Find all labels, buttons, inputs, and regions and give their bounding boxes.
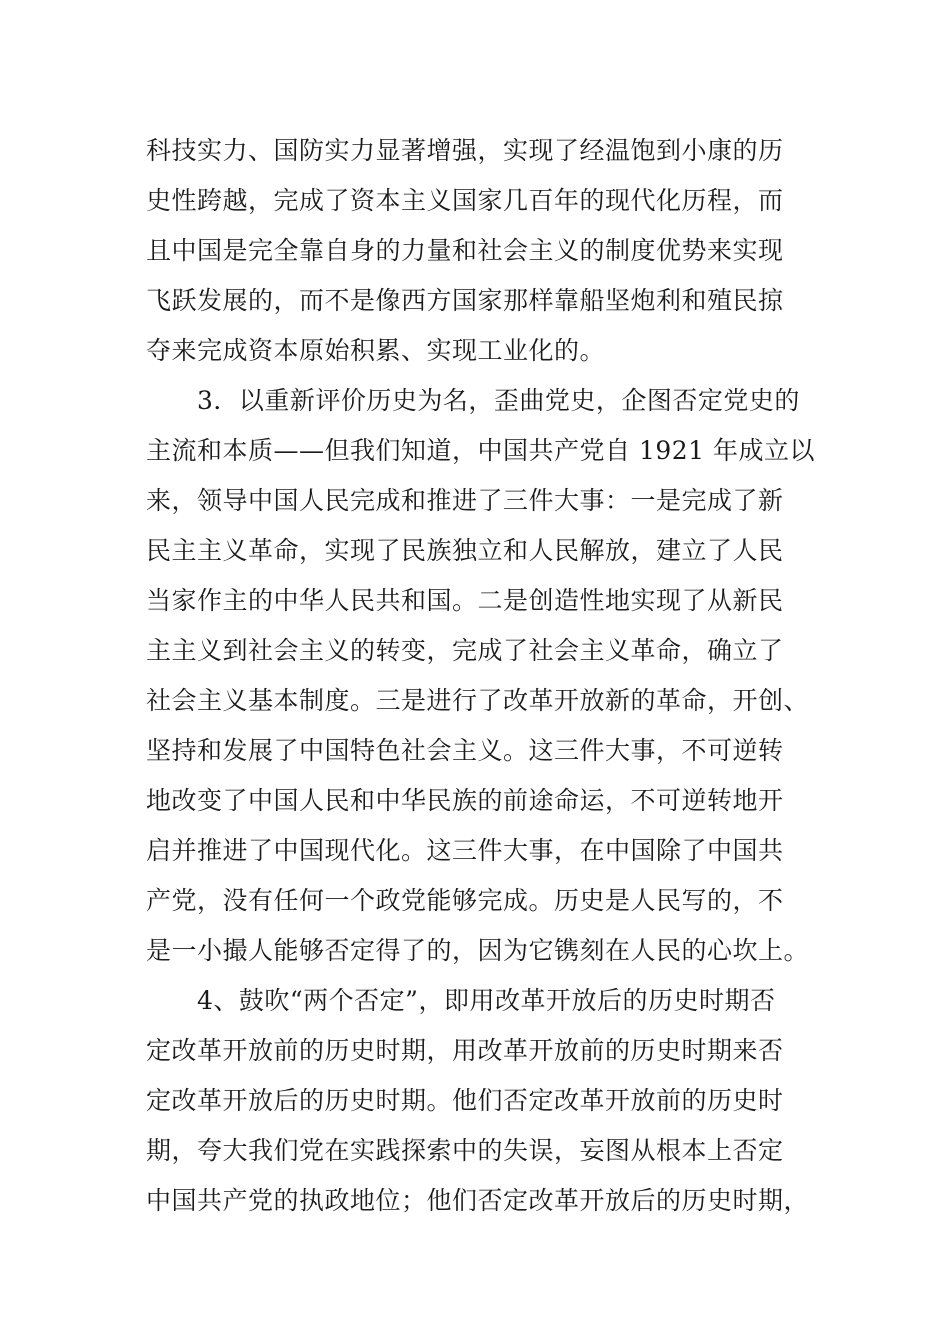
text-line: 飞跃发展的，而不是像西方国家那样靠船坚炮利和殖民掠 [146,286,784,315]
text-line: 坚持和发展了中国特色社会主义。这三件大事，不可逆转 [146,736,784,765]
text-line: 启并推进了中国现代化。这三件大事，在中国除了中国共 [146,836,784,865]
text-line: 地改变了中国人民和中华民族的前途命运，不可逆转地开 [146,786,784,815]
text-line: 来，领导中国人民完成和推进了三件大事：一是完成了新 [146,486,784,515]
text-line: 社会主义基本制度。三是进行了改革开放新的革命，开创、 [146,686,810,715]
paragraph-3-start: 3．以重新评价历史为名，歪曲党史，企图否定党史的 [146,386,800,415]
text-line: 定改革开放前的历史时期，用改革开放前的历史时期来否 [146,1036,784,1065]
text-line: 史性跨越，完成了资本主义国家几百年的现代化历程，而 [146,186,784,215]
text-line: 民主主义革命，实现了民族独立和人民解放，建立了人民 [146,536,784,565]
text-line: 期，夸大我们党在实践探索中的失误，妄图从根本上否定 [146,1136,784,1165]
text-line: 产党，没有任何一个政党能够完成。历史是人民写的，不 [146,886,784,915]
text-line: 中国共产党的执政地位；他们否定改革开放后的历史时期， [146,1186,810,1215]
text-line: 且中国是完全靠自身的力量和社会主义的制度优势来实现 [146,236,784,265]
body-text [146,126,816,1226]
text-line: 是一小撮人能够否定得了的，因为它镌刻在人民的心坎上。 [146,936,810,965]
text-line: 主主义到社会主义的转变，完成了社会主义革命，确立了 [146,636,784,665]
text-line: 定改革开放后的历史时期。他们否定改革开放前的历史时 [146,1086,784,1115]
text-line: 科技实力、国防实力显著增强，实现了经温饱到小康的历 [146,136,784,165]
text-line: 主流和本质——但我们知道，中国共产党自 1921 年成立以 [146,436,816,465]
paragraph-4-start: 4、鼓吹“两个否定”，即用改革开放后的历史时期否 [146,986,776,1015]
text-line: 夺来完成资本原始积累、实现工业化的。 [146,336,606,365]
text-line: 当家作主的中华人民共和国。二是创造性地实现了从新民 [146,586,784,615]
